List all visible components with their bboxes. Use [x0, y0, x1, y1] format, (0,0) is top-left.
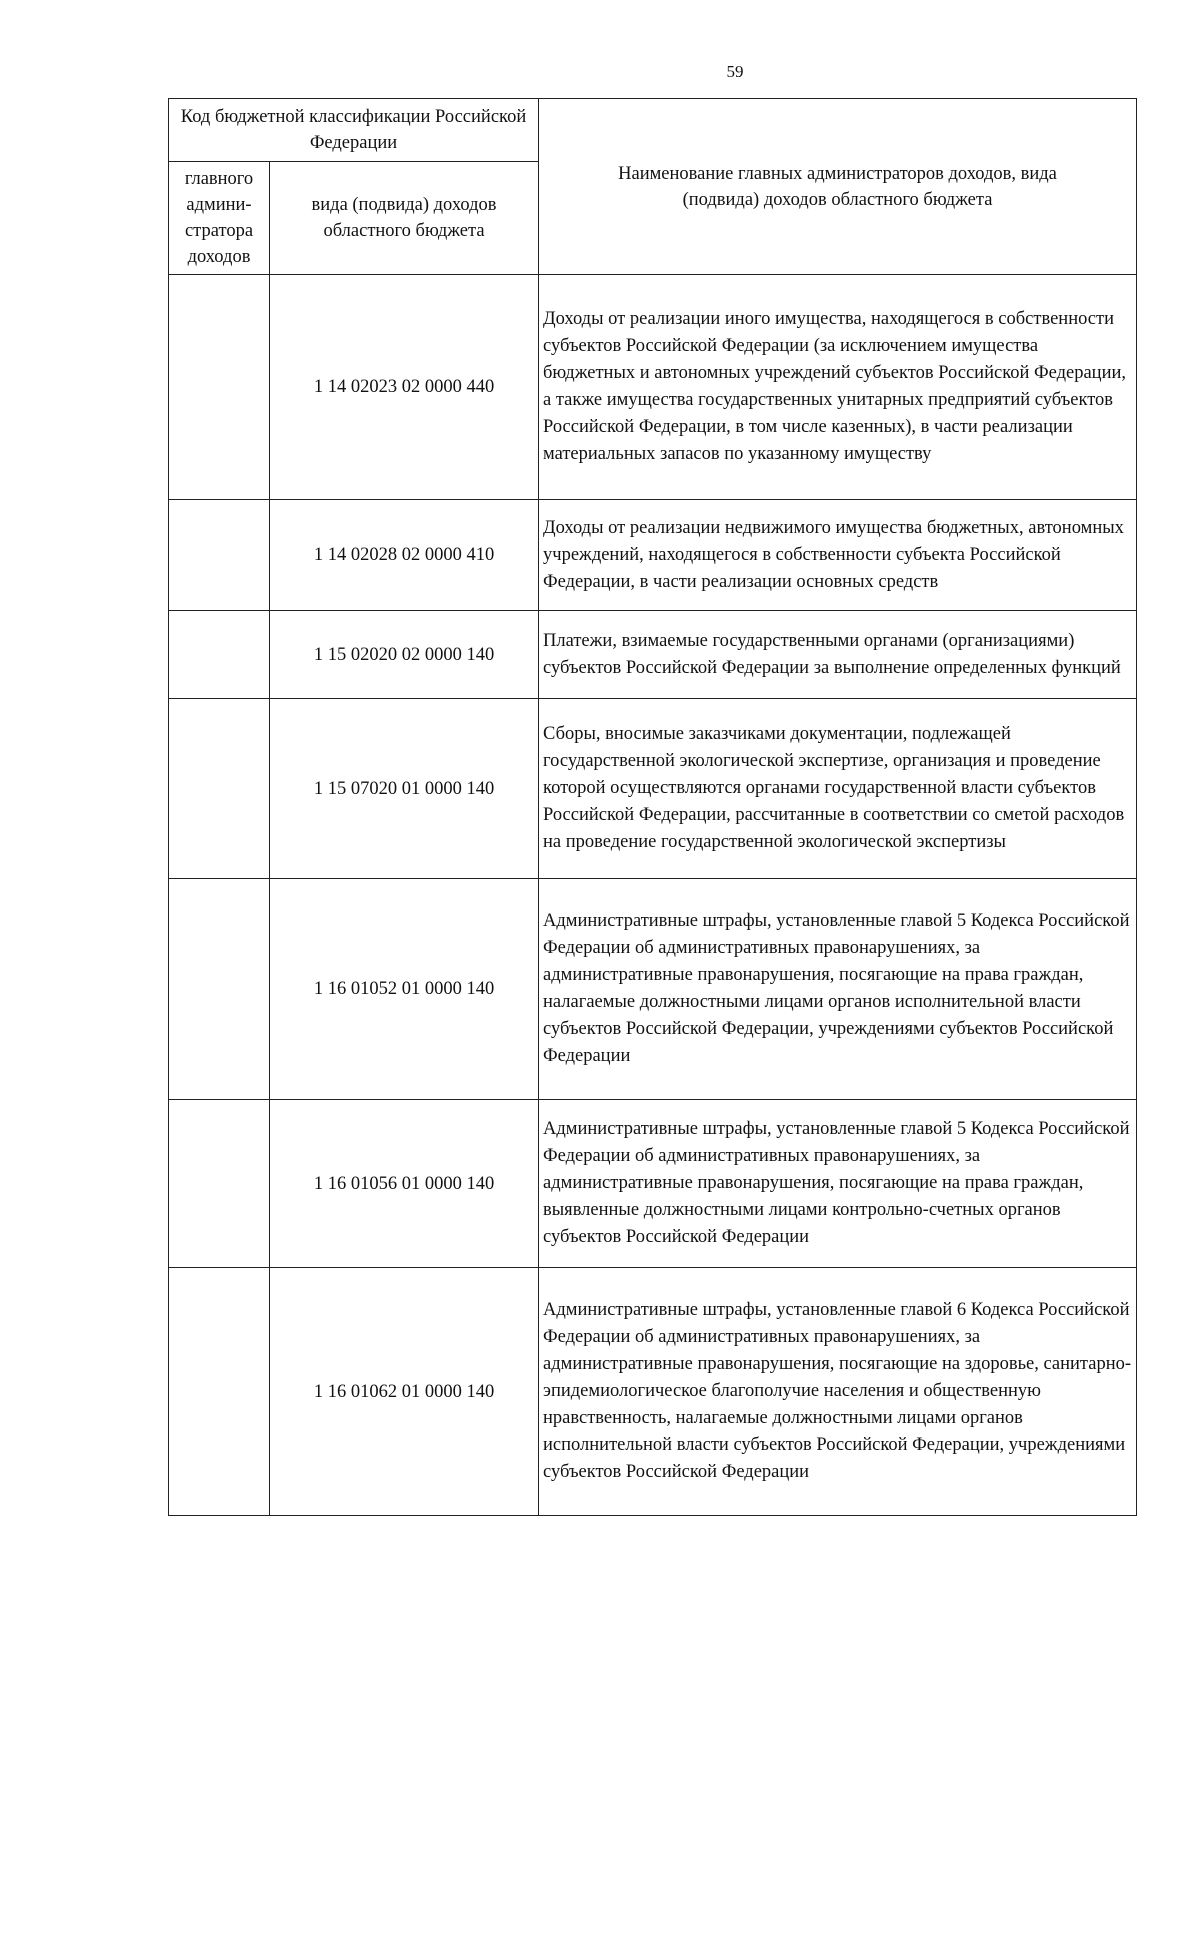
income-code-cell: 1 16 01056 01 0000 140 — [270, 1100, 539, 1268]
income-description-cell: Платежи, взимаемые государственными органами (организациями) субъектов Российской Федерации за выполнение определенных функций — [539, 611, 1137, 699]
admin-code-cell — [169, 1268, 270, 1516]
header-admin-line: стратора — [184, 221, 254, 241]
income-description-cell: Административные штрафы, установленные главой 5 Кодекса Российской Федерации об административных правонарушениях, за административные правонарушения, посягающие на права граждан, выявленные должностными лицами контрольно-счетных органов субъектов Российской Федерации — [539, 1100, 1137, 1268]
header-name-line: Наименование главных администраторов доходов, вида — [618, 163, 1057, 184]
header-main-administrator — [169, 162, 270, 275]
income-description-cell: Сборы, вносимые заказчиками документации, подлежащей государственной экологической экспертизе, организация и проведение которой осуществляются органами государственной власти субъектов Российской Федерации, рассчитанные в соответствии со сметой расходов на проведение государственной экологической экспертизы — [539, 699, 1137, 879]
income-code-cell: 1 16 01052 01 0000 140 — [270, 879, 539, 1100]
header-code-line: вида (подвида) доходов — [311, 195, 497, 215]
table-row — [169, 1268, 1137, 1516]
header-name-line: (подвида) доходов областного бюджета — [682, 189, 993, 210]
admin-code-cell — [169, 879, 270, 1100]
income-description-cell: Административные штрафы, установленные главой 6 Кодекса Российской Федерации об административных правонарушениях, за административные правонарушения, посягающие на здоровье, санитарно-эпидемиологическое благополучие населения и общественную нравственность, налагаемые должностными лицами органов исполнительной власти субъектов Российской Федерации, учреждениями субъектов Российской Федерации — [539, 1268, 1137, 1516]
header-admin-line: доходов — [187, 247, 251, 267]
table-row — [169, 500, 1137, 611]
income-description-cell: Доходы от реализации недвижимого имущества бюджетных, автономных учреждений, находящегося в собственности субъекта Российской Федерации, в части реализации основных средств — [539, 500, 1137, 611]
header-admin-line: админи- — [186, 195, 252, 215]
header-income-type — [270, 162, 539, 275]
admin-code-cell — [169, 500, 270, 611]
income-description-cell: Административные штрафы, установленные главой 5 Кодекса Российской Федерации об административных правонарушениях, за административные правонарушения, посягающие на права граждан, налагаемые должностными лицами органов исполнительной власти субъектов Российской Федерации, учреждениями субъектов Российской Федерации — [539, 879, 1137, 1100]
header-admin-line: главного — [184, 169, 254, 189]
income-code-cell: 1 14 02028 02 0000 410 — [270, 500, 539, 611]
page-number: 59 — [726, 62, 744, 81]
header-code-line: областного бюджета — [323, 221, 485, 241]
table-row — [169, 1100, 1137, 1268]
income-code-cell: 1 15 07020 01 0000 140 — [270, 699, 539, 879]
admin-code-cell — [169, 275, 270, 500]
header-budget-code-group: Код бюджетной классификации Российской Федерации — [169, 99, 539, 162]
income-code-cell: 1 14 02023 02 0000 440 — [270, 275, 539, 500]
budget-classification-table — [168, 98, 1137, 1516]
admin-code-cell — [169, 611, 270, 699]
header-administrator-name — [539, 99, 1137, 275]
admin-code-cell — [169, 699, 270, 879]
table-row — [169, 879, 1137, 1100]
income-code-cell: 1 16 01062 01 0000 140 — [270, 1268, 539, 1516]
income-description-cell: Доходы от реализации иного имущества, находящегося в собственности субъектов Российской Федерации (за исключением имущества бюджетных и автономных учреждений субъектов Российской Федерации, а также имущества государственных унитарных предприятий субъектов Российской Федерации, в том числе казенных), в части реализации материальных запасов по указанному имуществу — [539, 275, 1137, 500]
table-row — [169, 699, 1137, 879]
table-row — [169, 275, 1137, 500]
admin-code-cell — [169, 1100, 270, 1268]
income-code-cell: 1 15 02020 02 0000 140 — [270, 611, 539, 699]
table-row — [169, 611, 1137, 699]
